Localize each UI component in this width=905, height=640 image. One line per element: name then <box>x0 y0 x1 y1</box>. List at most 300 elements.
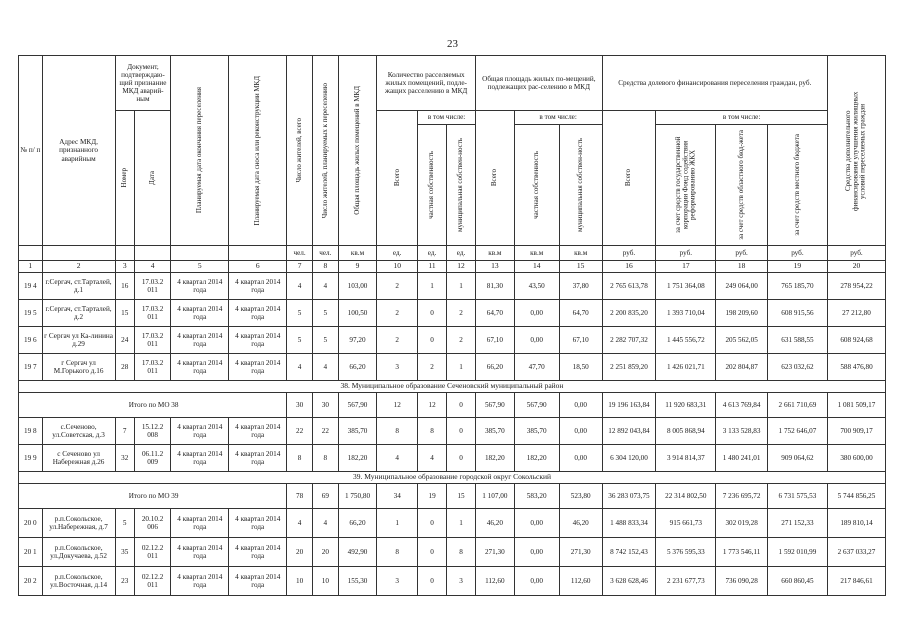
row-c8: 4 <box>312 273 338 300</box>
header-area-group: Общая площадь жилых по-мещений, подлежащих рас-селению в МКД <box>476 56 603 111</box>
table-row <box>19 567 886 596</box>
row-no: 19 8 <box>19 418 43 445</box>
row-no: 20 2 <box>19 567 43 596</box>
row-c12: 0 <box>447 445 476 472</box>
header-planned-end <box>171 56 229 246</box>
row-no: 19 7 <box>19 354 43 381</box>
total-label: Итого по МО 38 <box>19 393 287 418</box>
row-c17: 8 005 868,94 <box>656 418 716 445</box>
row-c19: 765 185,70 <box>767 273 827 300</box>
table-row <box>19 261 886 273</box>
row-c11: 1 <box>418 273 447 300</box>
table-row <box>19 472 886 484</box>
col-number: 4 <box>134 261 170 273</box>
row-doc-date: 02.12.2 011 <box>134 538 170 567</box>
row-c9: 182,20 <box>338 445 377 472</box>
row-c11: 0 <box>418 509 447 538</box>
header-total-area-label: Общая площадь жилых помещений в МКД <box>352 86 361 215</box>
row-c20: 2 637 033,27 <box>827 538 885 567</box>
total-c11: 12 <box>418 393 447 418</box>
row-c10: 8 <box>377 538 418 567</box>
row-no: 20 1 <box>19 538 43 567</box>
row-c10: 8 <box>377 418 418 445</box>
row-c19: 660 860,45 <box>767 567 827 596</box>
header-doc-date <box>134 111 170 246</box>
row-c20: 278 954,22 <box>827 273 885 300</box>
col-number: 18 <box>716 261 768 273</box>
row-c8: 4 <box>312 354 338 381</box>
row-planned-end: 4 квартал 2014 года <box>171 445 229 472</box>
row-c19: 271 152,33 <box>767 509 827 538</box>
row-c19: 909 064,62 <box>767 445 827 472</box>
unit-cell: чел. <box>287 246 313 261</box>
row-doc-date: 02.12.2 011 <box>134 567 170 596</box>
row-c19: 623 032,62 <box>767 354 827 381</box>
row-c13: 64,70 <box>476 300 515 327</box>
row-planned-end: 4 квартал 2014 года <box>171 300 229 327</box>
row-c12: 2 <box>447 300 476 327</box>
unit-cell: кв.м <box>514 246 559 261</box>
col-number: 12 <box>447 261 476 273</box>
row-planned-demolition: 4 квартал 2014 года <box>229 538 287 567</box>
header-address: Адрес МКД, признанного аварийным <box>42 56 115 246</box>
row-c19: 1 592 010,99 <box>767 538 827 567</box>
row-c7: 20 <box>287 538 313 567</box>
row-doc-number: 7 <box>115 418 134 445</box>
header-planned-demolition <box>229 56 287 246</box>
row-c7: 8 <box>287 445 313 472</box>
row-c9: 66,20 <box>338 509 377 538</box>
table-row <box>19 246 886 261</box>
header-doc-date-label: Дата <box>147 171 156 185</box>
unit-cell: руб. <box>602 246 656 261</box>
header-area-total <box>476 111 515 246</box>
row-c13: 271,30 <box>476 538 515 567</box>
row-planned-end: 4 квартал 2014 года <box>171 538 229 567</box>
table-row <box>19 393 886 418</box>
row-c14: 47,70 <box>514 354 559 381</box>
row-planned-demolition: 4 квартал 2014 года <box>229 445 287 472</box>
row-c20: 608 924,68 <box>827 327 885 354</box>
row-c10: 2 <box>377 327 418 354</box>
row-c12: 2 <box>447 327 476 354</box>
row-c18: 1 773 546,11 <box>716 538 768 567</box>
row-c18: 302 019,28 <box>716 509 768 538</box>
row-planned-end: 4 квартал 2014 года <box>171 567 229 596</box>
row-address: г Сергач ул М.Горького д.16 <box>42 354 115 381</box>
row-c9: 66,20 <box>338 354 377 381</box>
row-c16: 2 200 835,20 <box>602 300 656 327</box>
row-c10: 3 <box>377 354 418 381</box>
row-c16: 8 742 152,43 <box>602 538 656 567</box>
header-residents-total <box>287 56 313 246</box>
row-c9: 97,20 <box>338 327 377 354</box>
row-doc-date: 20.10.2 006 <box>134 509 170 538</box>
row-c10: 4 <box>377 445 418 472</box>
row-c8: 8 <box>312 445 338 472</box>
total-c11: 19 <box>418 484 447 509</box>
row-c15: 18,50 <box>559 354 602 381</box>
row-planned-demolition: 4 квартал 2014 года <box>229 273 287 300</box>
header-doc-number-label: Номер <box>120 168 129 188</box>
row-c15: 271,30 <box>559 538 602 567</box>
unit-cell: руб. <box>716 246 768 261</box>
header-no: № п/ п <box>19 56 43 246</box>
row-c12: 1 <box>447 273 476 300</box>
row-doc-date: 17.03.2 011 <box>134 300 170 327</box>
header-funding-total <box>602 111 656 246</box>
col-number: 6 <box>229 261 287 273</box>
unit-cell: кв.м <box>559 246 602 261</box>
col-number: 2 <box>42 261 115 273</box>
row-c20: 700 909,17 <box>827 418 885 445</box>
row-planned-end: 4 квартал 2014 года <box>171 509 229 538</box>
row-c14: 0,00 <box>514 538 559 567</box>
unit-cell: кв.м <box>476 246 515 261</box>
row-c15: 64,70 <box>559 300 602 327</box>
row-c13: 385,70 <box>476 418 515 445</box>
row-c19: 631 588,55 <box>767 327 827 354</box>
row-planned-demolition: 4 квартал 2014 года <box>229 300 287 327</box>
row-c18: 202 804,87 <box>716 354 768 381</box>
table-row <box>19 484 886 509</box>
row-doc-number: 16 <box>115 273 134 300</box>
header-planned-demolition-label: Планируемая дата сноса или реконструкции МКД <box>253 75 262 226</box>
row-doc-date: 06.11.2 009 <box>134 445 170 472</box>
unit-cell: кв.м <box>338 246 377 261</box>
row-c8: 20 <box>312 538 338 567</box>
row-doc-date: 17.03.2 011 <box>134 273 170 300</box>
header-count-group: Количество расселяемых жилых помещений, подле-жащих расселению в МКД <box>377 56 476 111</box>
row-c10: 3 <box>377 567 418 596</box>
row-c8: 4 <box>312 509 338 538</box>
row-c8: 22 <box>312 418 338 445</box>
col-number: 10 <box>377 261 418 273</box>
row-address: р.п.Сокольское, ул.Докучаева, д.52 <box>42 538 115 567</box>
row-c17: 1 426 021,71 <box>656 354 716 381</box>
row-doc-number: 23 <box>115 567 134 596</box>
header-count-including: в том числе: <box>418 111 476 125</box>
header-count-private <box>418 125 447 246</box>
row-c16: 2 282 707,32 <box>602 327 656 354</box>
table-row <box>19 509 886 538</box>
row-c13: 46,20 <box>476 509 515 538</box>
total-c9: 567,90 <box>338 393 377 418</box>
row-c14: 0,00 <box>514 300 559 327</box>
table-cell <box>19 246 43 261</box>
row-no: 19 9 <box>19 445 43 472</box>
col-number: 5 <box>171 261 229 273</box>
total-c13: 1 107,00 <box>476 484 515 509</box>
row-c7: 4 <box>287 509 313 538</box>
row-doc-number: 24 <box>115 327 134 354</box>
header-residents-planned-label: Число жителей, планируемых к переселению <box>320 82 329 219</box>
row-address: г.Сергач, ст.Тарталей, д.1 <box>42 273 115 300</box>
row-c17: 1 751 364,08 <box>656 273 716 300</box>
row-c15: 67,10 <box>559 327 602 354</box>
unit-cell: руб. <box>656 246 716 261</box>
row-c9: 100,50 <box>338 300 377 327</box>
col-number: 13 <box>476 261 515 273</box>
row-no: 19 4 <box>19 273 43 300</box>
row-no: 19 6 <box>19 327 43 354</box>
total-c18: 4 613 769,84 <box>716 393 768 418</box>
row-address: с.Сеченово, ул.Советская, д.3 <box>42 418 115 445</box>
row-c8: 10 <box>312 567 338 596</box>
row-c18: 249 064,00 <box>716 273 768 300</box>
row-address: с Сеченово ул Набережная д.26 <box>42 445 115 472</box>
row-c7: 22 <box>287 418 313 445</box>
total-c8: 30 <box>312 393 338 418</box>
total-c16: 36 283 073,75 <box>602 484 656 509</box>
header-regional-label: за счет средств областного бюд-жета <box>736 130 745 240</box>
total-c12: 15 <box>447 484 476 509</box>
row-c7: 5 <box>287 327 313 354</box>
col-number: 14 <box>514 261 559 273</box>
row-c8: 5 <box>312 300 338 327</box>
row-c15: 112,60 <box>559 567 602 596</box>
row-c15: 0,00 <box>559 418 602 445</box>
row-c17: 2 231 677,73 <box>656 567 716 596</box>
row-c10: 2 <box>377 300 418 327</box>
table-cell <box>229 246 287 261</box>
row-doc-date: 15.12.2 008 <box>134 418 170 445</box>
row-doc-number: 28 <box>115 354 134 381</box>
section-title: 39. Муниципальное образование городской округ Сокольский <box>19 472 886 484</box>
row-doc-number: 32 <box>115 445 134 472</box>
col-number: 15 <box>559 261 602 273</box>
table-row <box>19 445 886 472</box>
row-address: г.Сергач, ст.Тарталей, д.2 <box>42 300 115 327</box>
row-c20: 189 810,14 <box>827 509 885 538</box>
col-number: 20 <box>827 261 885 273</box>
row-planned-demolition: 4 квартал 2014 года <box>229 418 287 445</box>
row-c11: 0 <box>418 300 447 327</box>
row-c20: 588 476,80 <box>827 354 885 381</box>
row-c11: 0 <box>418 567 447 596</box>
total-c20: 5 744 856,25 <box>827 484 885 509</box>
row-c20: 380 600,00 <box>827 445 885 472</box>
total-c10: 34 <box>377 484 418 509</box>
row-c9: 492,90 <box>338 538 377 567</box>
section-title: 38. Муниципальное образование Сеченовский муниципальный район <box>19 381 886 393</box>
row-c8: 5 <box>312 327 338 354</box>
total-c10: 12 <box>377 393 418 418</box>
header-total-area <box>338 56 377 246</box>
row-c9: 385,70 <box>338 418 377 445</box>
col-number: 19 <box>767 261 827 273</box>
row-planned-end: 4 квартал 2014 года <box>171 354 229 381</box>
header-local <box>767 125 827 246</box>
header-doc-number <box>115 111 134 246</box>
table-cell <box>115 246 134 261</box>
row-c13: 66,20 <box>476 354 515 381</box>
header-funding-including: в том числе: <box>656 111 828 125</box>
row-c16: 12 892 043,84 <box>602 418 656 445</box>
header-funding-total-label: Всего <box>624 169 633 187</box>
row-c20: 27 212,80 <box>827 300 885 327</box>
row-c19: 1 752 646,07 <box>767 418 827 445</box>
total-c18: 7 236 695,72 <box>716 484 768 509</box>
total-c7: 78 <box>287 484 313 509</box>
total-c17: 11 920 683,31 <box>656 393 716 418</box>
row-c11: 0 <box>418 327 447 354</box>
row-c11: 4 <box>418 445 447 472</box>
header-document: Документ, подтверждаю-щий признание МКД аварий-ным <box>115 56 171 111</box>
table-cell <box>171 246 229 261</box>
unit-cell: чел. <box>312 246 338 261</box>
header-area-private <box>514 125 559 246</box>
row-c16: 6 304 120,00 <box>602 445 656 472</box>
total-c8: 69 <box>312 484 338 509</box>
table-row <box>19 381 886 393</box>
table-cell <box>134 246 170 261</box>
header-planned-end-label: Планируемая дата окончания переселения <box>195 87 204 214</box>
col-number: 11 <box>418 261 447 273</box>
table-row <box>19 354 886 381</box>
table-row <box>19 418 886 445</box>
row-c12: 1 <box>447 354 476 381</box>
row-c14: 0,00 <box>514 509 559 538</box>
header-area-municipal <box>559 125 602 246</box>
col-number: 17 <box>656 261 716 273</box>
row-c16: 2 765 613,78 <box>602 273 656 300</box>
col-number: 1 <box>19 261 43 273</box>
unit-cell: ед. <box>447 246 476 261</box>
row-planned-demolition: 4 квартал 2014 года <box>229 354 287 381</box>
row-c9: 155,30 <box>338 567 377 596</box>
header-area-municipal-label: муниципальная собствен-ность <box>576 138 584 232</box>
row-c12: 0 <box>447 418 476 445</box>
total-c13: 567,90 <box>476 393 515 418</box>
row-c13: 182,20 <box>476 445 515 472</box>
header-area-total-label: Всего <box>490 169 499 187</box>
row-c14: 0,00 <box>514 327 559 354</box>
total-c9: 1 750,80 <box>338 484 377 509</box>
unit-cell: ед. <box>377 246 418 261</box>
row-c10: 2 <box>377 273 418 300</box>
col-number: 8 <box>312 261 338 273</box>
header-residents-planned <box>312 56 338 246</box>
row-c7: 4 <box>287 354 313 381</box>
row-c17: 5 376 595,33 <box>656 538 716 567</box>
header-fund-label: за счет средств государственной корпорации Фонд содействия реформированию ЖКХ <box>673 136 697 234</box>
row-c14: 385,70 <box>514 418 559 445</box>
table-row <box>19 327 886 354</box>
row-c12: 1 <box>447 509 476 538</box>
row-c19: 608 915,56 <box>767 300 827 327</box>
header-local-label: за счет средств местного бюджета <box>792 134 801 236</box>
total-c14: 583,20 <box>514 484 559 509</box>
header-fund <box>656 125 716 246</box>
row-c9: 103,00 <box>338 273 377 300</box>
row-c17: 1 393 710,04 <box>656 300 716 327</box>
row-planned-demolition: 4 квартал 2014 года <box>229 509 287 538</box>
row-c12: 3 <box>447 567 476 596</box>
total-c7: 30 <box>287 393 313 418</box>
row-c13: 67,10 <box>476 327 515 354</box>
header-residents-total-label: Число жителей, всего <box>294 118 303 183</box>
page-number: 23 <box>447 38 458 50</box>
total-c19: 6 731 575,53 <box>767 484 827 509</box>
row-c18: 205 562,05 <box>716 327 768 354</box>
table-row <box>19 538 886 567</box>
row-c7: 5 <box>287 300 313 327</box>
col-number: 7 <box>287 261 313 273</box>
row-c16: 2 251 859,20 <box>602 354 656 381</box>
row-c14: 0,00 <box>514 567 559 596</box>
col-number: 9 <box>338 261 377 273</box>
row-c15: 37,80 <box>559 273 602 300</box>
row-c11: 2 <box>418 354 447 381</box>
table-cell <box>42 246 115 261</box>
row-c7: 10 <box>287 567 313 596</box>
row-c7: 4 <box>287 273 313 300</box>
row-c18: 736 090,28 <box>716 567 768 596</box>
row-c10: 1 <box>377 509 418 538</box>
row-c11: 0 <box>418 538 447 567</box>
table-row <box>19 56 886 111</box>
row-doc-number: 5 <box>115 509 134 538</box>
row-planned-demolition: 4 квартал 2014 года <box>229 567 287 596</box>
row-c16: 3 628 628,46 <box>602 567 656 596</box>
row-c18: 3 133 528,83 <box>716 418 768 445</box>
row-c17: 1 445 556,72 <box>656 327 716 354</box>
total-c17: 22 314 802,50 <box>656 484 716 509</box>
total-c19: 2 661 710,69 <box>767 393 827 418</box>
row-doc-date: 17.03.2 011 <box>134 327 170 354</box>
unit-cell: ед. <box>418 246 447 261</box>
row-address: р.п.Сокольское, ул.Набережная, д.7 <box>42 509 115 538</box>
row-c16: 1 488 833,34 <box>602 509 656 538</box>
header-funding-group: Средства долевого финансирования переселения граждан, руб. <box>602 56 827 111</box>
header-count-municipal <box>447 125 476 246</box>
header-area-including: в том числе: <box>514 111 602 125</box>
row-c13: 81,30 <box>476 273 515 300</box>
header-additional <box>827 56 885 246</box>
total-c12: 0 <box>447 393 476 418</box>
row-c17: 915 661,73 <box>656 509 716 538</box>
row-c20: 217 846,61 <box>827 567 885 596</box>
row-no: 20 0 <box>19 509 43 538</box>
col-number: 3 <box>115 261 134 273</box>
row-planned-end: 4 квартал 2014 года <box>171 273 229 300</box>
unit-cell: руб. <box>767 246 827 261</box>
row-c11: 8 <box>418 418 447 445</box>
row-doc-number: 15 <box>115 300 134 327</box>
row-c13: 112,60 <box>476 567 515 596</box>
total-c15: 0,00 <box>559 393 602 418</box>
row-doc-number: 35 <box>115 538 134 567</box>
row-c15: 0,00 <box>559 445 602 472</box>
row-address: р.п.Сокольское, ул.Восточная, д.14 <box>42 567 115 596</box>
row-c12: 8 <box>447 538 476 567</box>
header-regional <box>716 125 768 246</box>
total-c14: 567,90 <box>514 393 559 418</box>
row-doc-date: 17.03.2 011 <box>134 354 170 381</box>
header-count-total-label: Всего <box>392 169 401 187</box>
resettlement-table <box>18 55 886 596</box>
header-area-private-label: частная собственность <box>532 151 541 219</box>
total-c15: 523,80 <box>559 484 602 509</box>
row-c17: 3 914 814,37 <box>656 445 716 472</box>
header-additional-label: Средства дополнительного финансирования улучшения жилищных условий переселяемых граждан <box>844 90 868 211</box>
row-planned-end: 4 квартал 2014 года <box>171 327 229 354</box>
total-c20: 1 081 509,17 <box>827 393 885 418</box>
col-number: 16 <box>602 261 656 273</box>
total-c16: 19 196 163,84 <box>602 393 656 418</box>
row-no: 19 5 <box>19 300 43 327</box>
